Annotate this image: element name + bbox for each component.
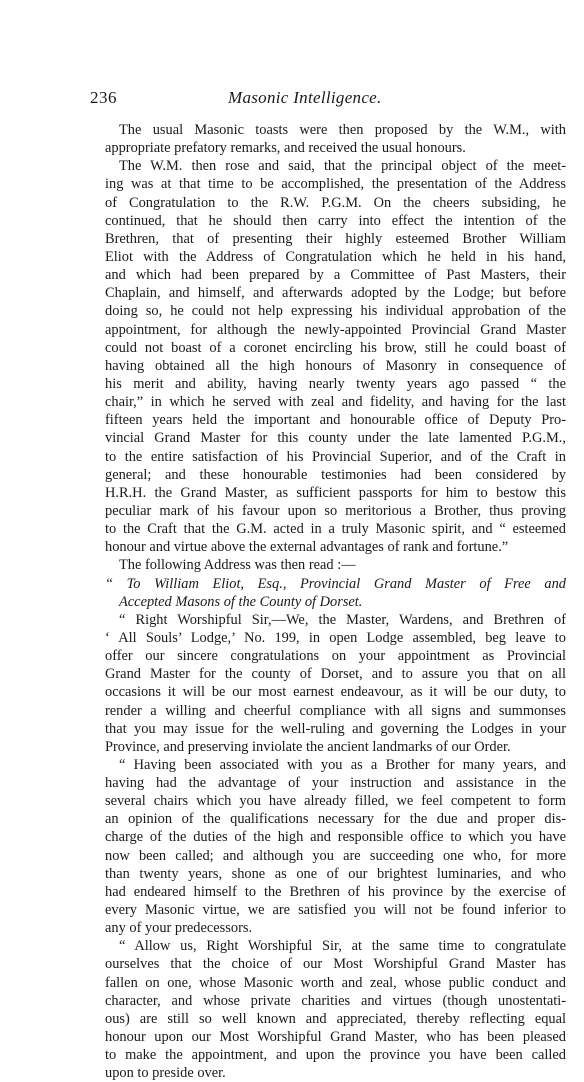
- text-line: continued, that he should then carry into effect the intention of the: [105, 212, 566, 229]
- text-line: appropriate prefatory remarks, and received the usual honours.: [105, 140, 466, 157]
- text-line: Grand Master for the county of Dorset, and to assure you that on all: [105, 666, 566, 683]
- text-line: ourselves that the choice of our Most Worshipful Grand Master has: [105, 956, 566, 973]
- text-line: Brethren, that of presenting their highly esteemed Brother William: [105, 230, 566, 247]
- text-line: doing so, he could not help expressing his individual approbation of the: [105, 303, 566, 320]
- text-line: character, and whose private charities and virtues (though unostentati-: [105, 992, 566, 1009]
- text-line: H.R.H. the Grand Master, as sufficient passports for him to bestow this: [105, 484, 566, 501]
- text-line: occasions it will be our most earnest endeavour, as it will be our duty, to: [105, 684, 566, 701]
- text-line: every Masonic virtue, we are satisfied you will not be found inferior to: [105, 902, 566, 919]
- text-line: ing was at that time to be accomplished, the presentation of the Address: [105, 176, 566, 193]
- text-line: render a willing and cheerful compliance with all signs and summonses: [105, 702, 566, 719]
- text-line: upon to preside over.: [105, 1065, 226, 1082]
- body-text: [105, 121, 566, 1082]
- text-line: had endeared himself to the Brethren of his province by the exercise of: [105, 883, 566, 900]
- text-line: The usual Masonic toasts were then proposed by the W.M., with: [119, 122, 566, 138]
- text-line: several chairs which you have already filled, we feel competent to form: [105, 793, 566, 810]
- text-line: “ Having been associated with you as a Brother for many years, and: [119, 756, 566, 773]
- text-line: any of your predecessors.: [105, 920, 253, 937]
- text-line: having had the advantage of your instruction and assistance in the: [105, 775, 566, 792]
- running-title: Masonic Intelligence.: [228, 88, 382, 107]
- text-line: than twenty years, shone as one of our brightest luminaries, and who: [105, 865, 566, 882]
- text-line: Chaplain, and himself, and afterwards adopted by the Lodge; but before: [105, 285, 566, 302]
- text-line: an opinion of the qualifications necessary for the due and proper dis-: [105, 811, 566, 828]
- text-line: that you may issue for the well-ruling and governing the Lodges in your: [105, 720, 566, 737]
- text-line: of Congratulation to the R.W. P.G.M. On the cheers subsiding, he: [105, 194, 566, 211]
- text-line: his merit and ability, having nearly twenty years ago passed “ the: [105, 375, 566, 392]
- text-line: honour upon our Most Worshipful Grand Master, who has been pleased: [105, 1029, 566, 1046]
- text-line: having obtained all the high honours of Masonry in consequence of: [105, 357, 566, 374]
- text-line: peculiar mark of his favour upon so meritorious a Brother, thus proving: [105, 502, 566, 519]
- text-line: vincial Grand Master for this county under the late lamented P.G.M.,: [105, 430, 566, 447]
- text-line: now been called; and although you are succeeding one who, for more: [105, 847, 566, 864]
- text-line: “ Allow us, Right Worshipful Sir, at the same time to congratulate: [119, 938, 566, 955]
- text-line: “ To William Eliot, Esq., Provincial Grand Master of Free and: [105, 575, 566, 592]
- text-line: offer our sincere congratulations on your appointment as Provincial: [105, 648, 566, 665]
- text-line: fifteen years held the important and honourable office of Deputy Pro-: [105, 412, 566, 429]
- text-line: Eliot with the Address of Congratulation which he held in his hand,: [105, 248, 566, 265]
- page-number: 236: [90, 88, 117, 107]
- text-line: to the entire satisfaction of his Provincial Superior, and of the Craft in: [105, 448, 566, 465]
- text-line: appointment, for although the newly-appointed Provincial Grand Master: [105, 321, 566, 338]
- text-line: could not boast of a coronet encircling his brow, still he could boast of: [105, 339, 566, 356]
- text-line: ous) are still so well known and appreciated, thereby reflecting equal: [105, 1010, 566, 1027]
- text-line: The following Address was then read :—: [119, 557, 356, 574]
- text-line: honour and virtue above the external advantages of rank and fortune.”: [105, 539, 509, 556]
- page-header: [90, 88, 484, 112]
- text-line: to the Craft that the G.M. acted in a truly Masonic spirit, and “ esteemed: [105, 521, 566, 538]
- text-line: chair,” in which he served with zeal and fidelity, and having for the last: [105, 394, 566, 411]
- text-line: fallen on one, whose Masonic worth and zeal, whose public conduct and: [105, 974, 566, 991]
- text-line: “ Right Worshipful Sir,—We, the Master, Wardens, and Brethren of: [119, 611, 566, 628]
- text-line: ‘ All Souls’ Lodge,’ No. 199, in open Lodge assembled, beg leave to: [105, 629, 566, 646]
- text-line: general; and these honourable testimonies had been considered by: [105, 466, 566, 483]
- text-line: The W.M. then rose and said, that the principal object of the meet-: [119, 158, 566, 175]
- text-line: Province, and preserving inviolate the ancient landmarks of our Order.: [105, 738, 511, 755]
- text-line: and which had been prepared by a Committee of Past Masters, their: [105, 267, 566, 284]
- text-line: charge of the duties of the high and responsible office to which you have: [105, 829, 566, 846]
- text-line: to make the appointment, and upon the province you have been called: [105, 1047, 566, 1064]
- text-line: Accepted Masons of the County of Dorset.: [119, 593, 363, 610]
